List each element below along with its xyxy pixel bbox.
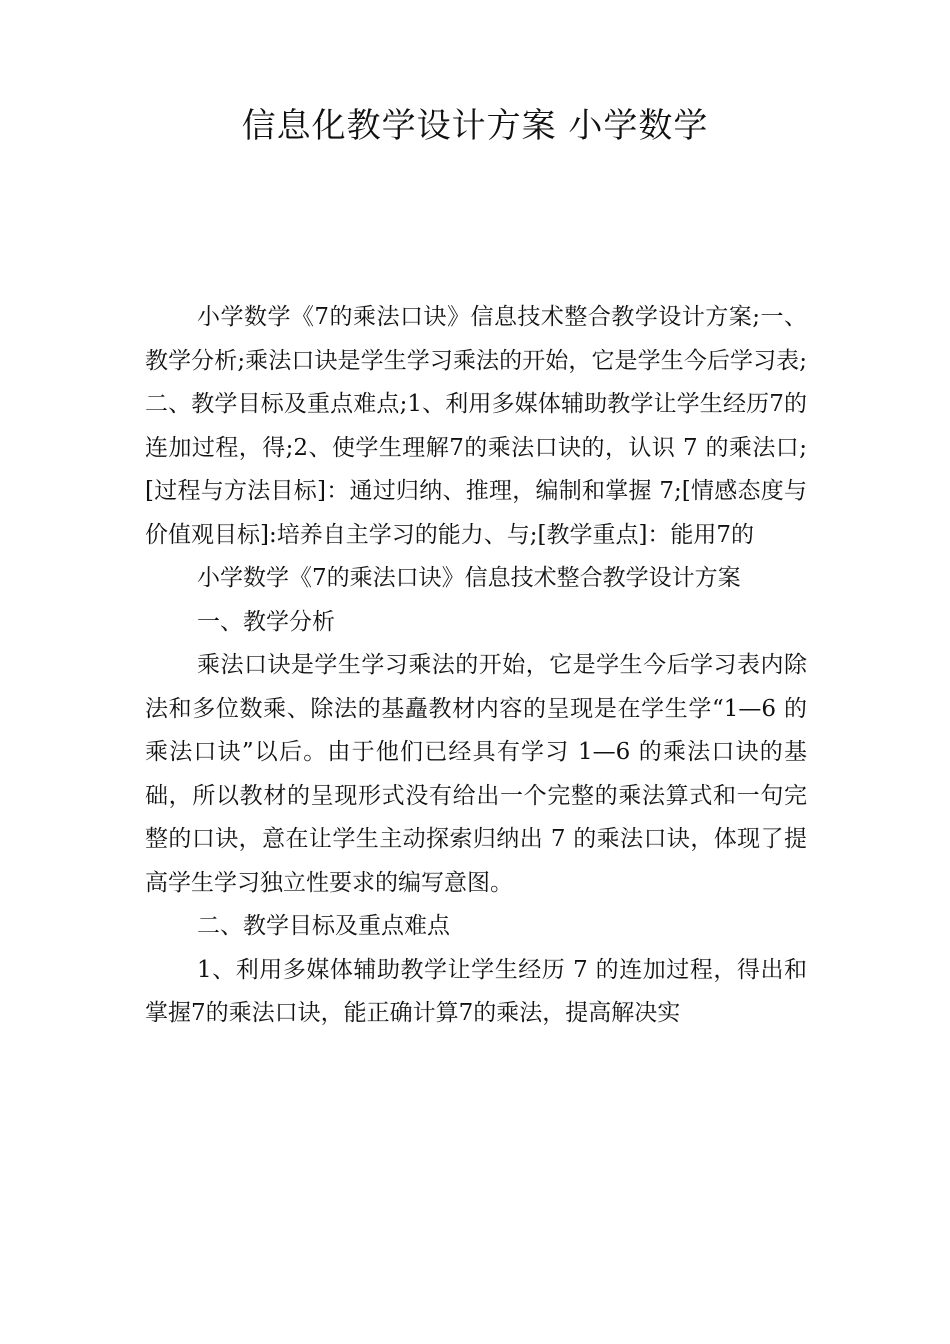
main-title-line: 小学数学《7的乘法口诀》信息技术整合教学设计方案 (197, 565, 741, 591)
analysis-paragraph: 乘法口诀是学生学习乘法的开始，它是学生今后学习表内除法和多位数乘、除法的基矗教材内容的呈现是在学生学“1—6 的乘法口诀”以后。由于他们已经具有学习 1—6 的乘法口诀的基础，所以教材的呈现形式没有给出一个完整的乘法算式和一句完整的口诀，意在让学生主动探索归纳出 7 的乘法口诀，体现了提高学生学习独立性要求的编写意图。 (145, 652, 807, 896)
section-heading-goals: 二、教学目标及重点难点 (197, 913, 450, 939)
goals-paragraph: 1、利用多媒体辅助教学让学生经历 7 的连加过程，得出和掌握7的乘法口诀，能正确计算7的乘法，提高解决实 (145, 956, 807, 1026)
summary-paragraph: 小学数学《7的乘法口诀》信息技术整合教学设计方案;一、教学分析;乘法口诀是学生学习乘法的开始，它是学生今后学习表;二、教学目标及重点难点;1、利用多媒体辅助教学让学生经历7的连加过程，得;2、使学生理解7的乘法口诀的，认识 7 的乘法口;[过程与方法目标]：通过归纳、推理，编制和掌握 7;[情感态度与价值观目标]:培养自主学习的能力、与;[教学重点]：能用7的 (145, 304, 807, 548)
document-body (145, 296, 807, 1036)
document-title: 信息化教学设计方案 小学数学 (241, 106, 709, 146)
section-heading-analysis: 一、教学分析 (197, 608, 335, 635)
